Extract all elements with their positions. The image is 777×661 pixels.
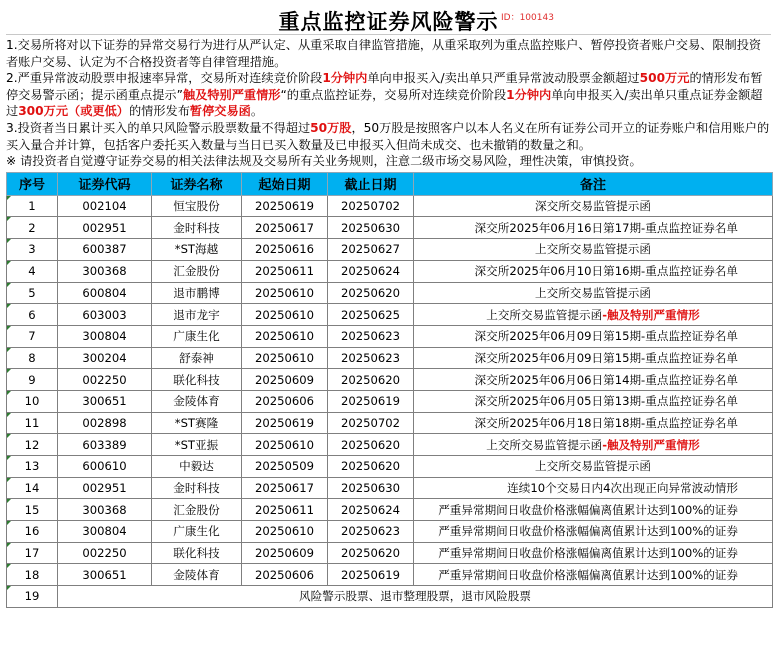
header-remark: 备注 (414, 172, 773, 195)
remark-text: 深交所2025年06月10日第16期-重点监控证券名单 (474, 264, 738, 279)
cell-end-date: 20250620 (328, 542, 414, 564)
cell-remark (414, 542, 773, 564)
cell-code: 002951 (58, 217, 152, 239)
cell-end-date: 20250623 (328, 521, 414, 543)
cell-start-date: 20250610 (242, 347, 328, 369)
cell-start-date: 20250619 (242, 412, 328, 434)
cell-code: 002898 (58, 412, 152, 434)
cell-start-date: 20250617 (242, 217, 328, 239)
cell-seq: 7 (7, 325, 58, 347)
note-4: ※ 请投资者自觉遵守证券交易的相关法律法规及交易所有关业务规则，注意二级市场交易风险，理性决策，审慎投资。 (6, 154, 642, 169)
cell-seq: 8 (7, 347, 58, 369)
cell-code: 300368 (58, 260, 152, 282)
remark-text: 严重异常期间日收盘价格涨幅偏离值累计达到100%的证券 (438, 567, 738, 582)
remark-text: 深交所2025年06月05日第13期-重点监控证券名单 (474, 394, 738, 409)
remark-text: 上交所交易监管提示函 (535, 459, 651, 474)
cell-start-date: 20250610 (242, 434, 328, 456)
table-row (7, 239, 773, 261)
risk-securities-table (6, 172, 773, 608)
cell-seq: 10 (7, 390, 58, 412)
cell-remark (414, 304, 773, 326)
cell-seq: 4 (7, 260, 58, 282)
remark-text: 严重异常期间日收盘价格涨幅偏离值累计达到100%的证券 (438, 502, 738, 517)
cell-remark (414, 282, 773, 304)
cell-name: 金陵体育 (152, 564, 242, 586)
cell-name: 汇金股份 (152, 260, 242, 282)
table-body (7, 195, 773, 607)
cell-name: 联化科技 (152, 542, 242, 564)
header-name: 证券名称 (152, 172, 242, 195)
cell-seq: 3 (7, 239, 58, 261)
remark-text: 严重异常期间日收盘价格涨幅偏离值累计达到100%的证券 (438, 524, 738, 539)
cell-end-date: 20250624 (328, 499, 414, 521)
header-seq: 序号 (7, 172, 58, 195)
cell-name: 退市鹏博 (152, 282, 242, 304)
remark-text: 上交所交易监管提示函 (535, 285, 651, 300)
remark-text: 上交所交易监管提示函 (535, 242, 651, 257)
cell-seq: 12 (7, 434, 58, 456)
table-row (7, 521, 773, 543)
cell-end-date: 20250630 (328, 217, 414, 239)
cell-end-date: 20250702 (328, 412, 414, 434)
remark-text: 深交所2025年06月09日第15期-重点监控证券名单 (474, 329, 738, 344)
cell-start-date: 20250617 (242, 477, 328, 499)
cell-name: 舒泰神 (152, 347, 242, 369)
cell-start-date: 20250616 (242, 239, 328, 261)
cell-remark (414, 217, 773, 239)
cell-end-date: 20250702 (328, 195, 414, 217)
table-row (7, 282, 773, 304)
cell-name: 联化科技 (152, 369, 242, 391)
table-row (7, 347, 773, 369)
cell-code: 300651 (58, 390, 152, 412)
cell-start-date: 20250509 (242, 456, 328, 478)
cell-end-date: 20250627 (328, 239, 414, 261)
cell-end-date: 20250630 (328, 477, 414, 499)
cell-name: 金时科技 (152, 217, 242, 239)
cell-seq: 6 (7, 304, 58, 326)
cell-remark (414, 260, 773, 282)
remark-text: 深交所2025年06月06日第14期-重点监控证券名单 (474, 372, 738, 387)
cell-name: *ST赛隆 (152, 412, 242, 434)
remark-text: 连续10个交易日内4次出现正向异常波动情形 (507, 481, 738, 496)
table-row-summary (7, 586, 773, 608)
cell-name: 广康生化 (152, 521, 242, 543)
remark-text: 深交所2025年06月18日第18期-重点监控证券名单 (474, 415, 738, 430)
cell-seq: 17 (7, 542, 58, 564)
table-row (7, 217, 773, 239)
cell-name: 金时科技 (152, 477, 242, 499)
cell-start-date: 20250606 (242, 564, 328, 586)
table-row (7, 369, 773, 391)
cell-start-date: 20250606 (242, 390, 328, 412)
cell-start-date: 20250609 (242, 369, 328, 391)
document-id: ID：100143 (501, 13, 554, 23)
cell-end-date: 20250623 (328, 347, 414, 369)
header-end-date: 截止日期 (328, 172, 414, 195)
cell-name: 退市龙宇 (152, 304, 242, 326)
cell-end-date: 20250619 (328, 564, 414, 586)
cell-code: 603003 (58, 304, 152, 326)
table-row (7, 542, 773, 564)
cell-code: 300204 (58, 347, 152, 369)
cell-end-date: 20250620 (328, 434, 414, 456)
remark-text: 严重异常期间日收盘价格涨幅偏离值累计达到100%的证券 (438, 546, 738, 561)
cell-start-date: 20250610 (242, 325, 328, 347)
table-row (7, 325, 773, 347)
header-code: 证券代码 (58, 172, 152, 195)
cell-remark (414, 390, 773, 412)
table-row (7, 260, 773, 282)
cell-remark (414, 499, 773, 521)
cell-name: 汇金股份 (152, 499, 242, 521)
cell-code: 600387 (58, 239, 152, 261)
table-row (7, 434, 773, 456)
cell-name: *ST亚振 (152, 434, 242, 456)
cell-seq: 13 (7, 456, 58, 478)
cell-seq: 15 (7, 499, 58, 521)
table-row (7, 564, 773, 586)
cell-seq: 1 (7, 195, 58, 217)
cell-code: 002951 (58, 477, 152, 499)
cell-end-date: 20250623 (328, 325, 414, 347)
cell-remark (414, 521, 773, 543)
cell-remark (414, 325, 773, 347)
page-title: 重点监控证券风险警示 (278, 10, 499, 34)
table-row (7, 304, 773, 326)
cell-seq: 14 (7, 477, 58, 499)
note-2: 2.严重异常波动股票申报速率异常，交易所对连续竞价阶段1分钟内单向申报买入/卖出单只严重异常波动股票金额超过500万元的情形发布暂停交易警示函；提示函重点提示”触及特别严重情形“的重点监控证券，交易所对连续竞价阶段1分钟内单向申报买入/卖出单只重点证券金额超过300万元（或更低）的情形发布暂停交易函。 (6, 71, 763, 119)
cell-start-date: 20250611 (242, 499, 328, 521)
cell-name: *ST海越 (152, 239, 242, 261)
cell-name: 金陵体育 (152, 390, 242, 412)
cell-end-date: 20250624 (328, 260, 414, 282)
table-row (7, 477, 773, 499)
header-start-date: 起始日期 (242, 172, 328, 195)
cell-code: 600610 (58, 456, 152, 478)
cell-start-date: 20250619 (242, 195, 328, 217)
cell-summary-text: 风险警示股票、退市整理股票，退市风险股票 (58, 586, 773, 608)
cell-name: 中毅达 (152, 456, 242, 478)
cell-end-date: 20250620 (328, 456, 414, 478)
cell-remark (414, 477, 773, 499)
cell-name: 广康生化 (152, 325, 242, 347)
table-row (7, 456, 773, 478)
cell-remark (414, 347, 773, 369)
cell-seq: 9 (7, 369, 58, 391)
cell-remark (414, 369, 773, 391)
table-header-row (7, 172, 773, 195)
cell-seq: 19 (7, 586, 58, 608)
cell-code: 300368 (58, 499, 152, 521)
cell-start-date: 20250610 (242, 282, 328, 304)
cell-code: 002250 (58, 369, 152, 391)
cell-code: 002250 (58, 542, 152, 564)
remark-text: 上交所交易监管提示函 (486, 307, 603, 322)
cell-seq: 2 (7, 217, 58, 239)
table-row (7, 499, 773, 521)
table-row (7, 390, 773, 412)
cell-start-date: 20250609 (242, 542, 328, 564)
cell-start-date: 20250610 (242, 521, 328, 543)
cell-code: 002104 (58, 195, 152, 217)
cell-remark (414, 195, 773, 217)
cell-code: 300651 (58, 564, 152, 586)
cell-remark (414, 564, 773, 586)
cell-start-date: 20250610 (242, 304, 328, 326)
notes-section (6, 37, 771, 170)
note-1: 1.交易所将对以下证券的异常交易行为进行从严认定、从重采取自律监管措施，从重采取列为重点监控账户、暂停投资者账户交易、限制投资者账户交易、认定为不合格投资者等自律管理措施。 (6, 38, 762, 69)
remark-text: 深交所2025年06月16日第17期-重点监控证券名单 (474, 220, 738, 235)
cell-code: 300804 (58, 521, 152, 543)
title-row (6, 4, 771, 35)
cell-end-date: 20250619 (328, 390, 414, 412)
table-row (7, 195, 773, 217)
cell-remark (414, 434, 773, 456)
cell-end-date: 20250620 (328, 369, 414, 391)
cell-remark (414, 239, 773, 261)
remark-severe-tag: -触及特别严重情形 (602, 307, 700, 322)
table-row (7, 412, 773, 434)
remark-text: 深交所交易监管提示函 (535, 199, 651, 214)
cell-seq: 18 (7, 564, 58, 586)
cell-remark (414, 412, 773, 434)
cell-code: 603389 (58, 434, 152, 456)
cell-start-date: 20250611 (242, 260, 328, 282)
cell-end-date: 20250625 (328, 304, 414, 326)
note-3: 3.投资者当日累计买入的单只风险警示股票数量不得超过50万股，50万股是按照客户以本人名义在所有证券公司开立的证券账户和信用账户的买入量合并计算，包括客户委托买入数量与当日已买入数量及已申报买入但尚未成交、也未撤销的数量之和。 (6, 120, 770, 152)
remark-severe-tag: -触及特别严重情形 (602, 437, 700, 452)
cell-code: 600804 (58, 282, 152, 304)
cell-remark (414, 456, 773, 478)
cell-seq: 5 (7, 282, 58, 304)
cell-name: 恒宝股份 (152, 195, 242, 217)
cell-seq: 11 (7, 412, 58, 434)
cell-code: 300804 (58, 325, 152, 347)
cell-seq: 16 (7, 521, 58, 543)
cell-end-date: 20250620 (328, 282, 414, 304)
remark-text: 上交所交易监管提示函 (486, 437, 603, 452)
remark-text: 深交所2025年06月09日第15期-重点监控证券名单 (474, 350, 738, 365)
